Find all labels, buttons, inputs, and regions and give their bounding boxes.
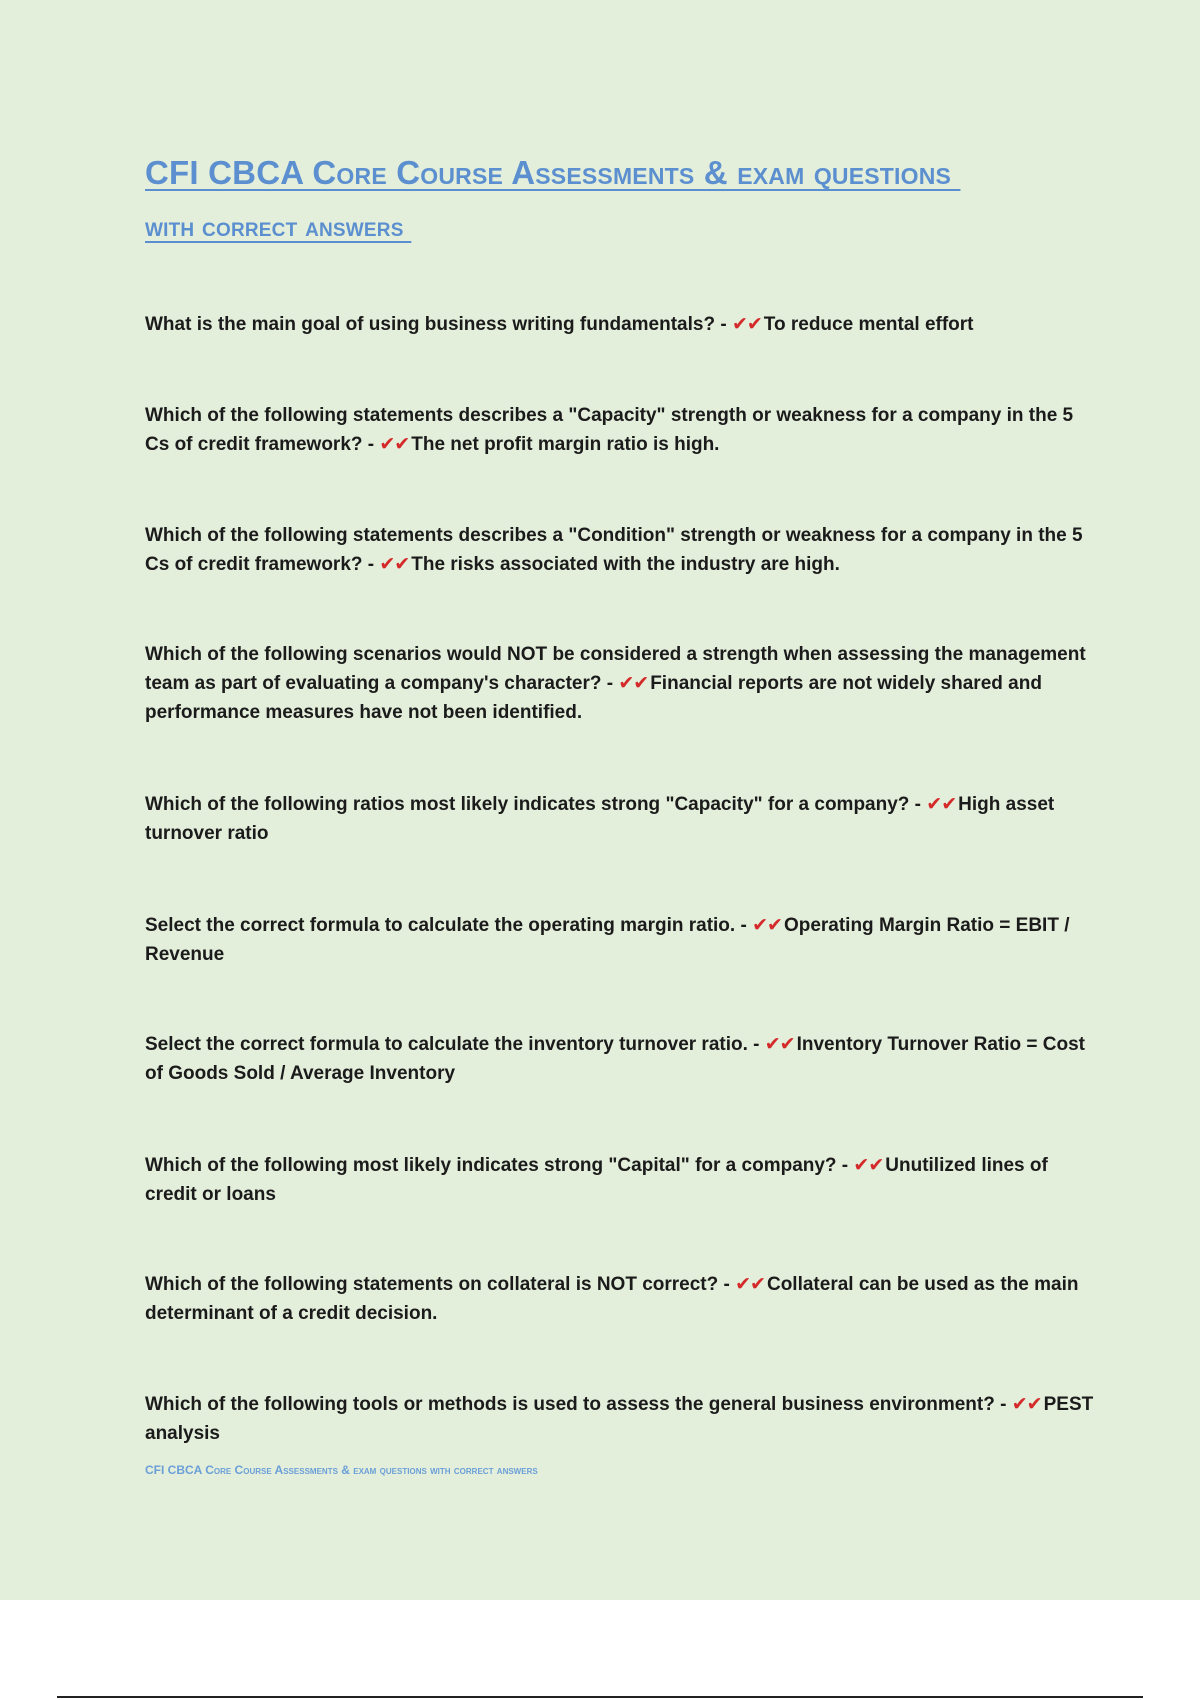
answer-text: Unutilized lines of credit or loans (145, 1155, 1048, 1205)
document-title (145, 146, 1045, 254)
question-text: Select the correct formula to calculate the operating margin ratio. - (145, 915, 753, 936)
answer-text: PEST analysis (145, 1394, 1094, 1444)
question-text: What is the main goal of using business writing fundamentals? - (145, 314, 732, 335)
qa-item (145, 790, 1095, 848)
question-text: Which of the following statements describes a "Condition" strength or weakness for a company in the 5 Cs of credit framework? - (145, 525, 1083, 575)
question-text: Select the correct formula to calculate the inventory turnover ratio. - (145, 1034, 765, 1055)
qa-item (145, 640, 1095, 727)
check-icon: ✔✔ (618, 673, 649, 694)
answer-text: The risks associated with the industry are high. (411, 554, 840, 575)
page-divider (57, 1696, 1143, 1698)
qa-item (145, 1390, 1095, 1448)
answer-text: Inventory Turnover Ratio = Cost of Goods Sold / Average Inventory (145, 1034, 1085, 1084)
question-text: Which of the following statements describes a "Capacity" strength or weakness for a company in the 5 Cs of credit framework? - (145, 405, 1074, 455)
answer-text: Operating Margin Ratio = EBIT / Revenue (145, 915, 1070, 965)
qa-item (145, 1151, 1095, 1209)
check-icon: ✔✔ (735, 1274, 765, 1295)
check-icon: ✔✔ (853, 1155, 884, 1176)
page-footer-note: CFI CBCA Core Course Assessments & exam questions with correct answers (145, 1463, 538, 1477)
question-text: Which of the following ratios most likely indicates strong "Capacity" for a company? - (145, 794, 927, 815)
qa-item (145, 911, 1095, 969)
qa-item (145, 401, 1095, 459)
qa-item (145, 310, 1095, 339)
question-text: Which of the following tools or methods is used to assess the general business environment? - (145, 1394, 1012, 1415)
check-icon: ✔✔ (379, 554, 410, 575)
qa-item (145, 1030, 1095, 1088)
question-text: Which of the following most likely indicates strong "Capital" for a company? - (145, 1155, 854, 1176)
check-icon: ✔✔ (1011, 1394, 1042, 1415)
document-title-line-2: with correct answers (145, 212, 412, 242)
answer-text: To reduce mental effort (763, 314, 974, 335)
check-icon: ✔✔ (379, 434, 410, 455)
qa-item (145, 1270, 1095, 1328)
question-text: Which of the following statements on collateral is NOT correct? - (145, 1274, 736, 1295)
qa-item (145, 521, 1095, 579)
answer-text: Financial reports are not widely shared and performance measures have not been identified. (145, 673, 1042, 723)
answer-text: High asset turnover ratio (145, 794, 1055, 844)
answer-text: Collateral can be used as the main determinant of a credit decision. (145, 1274, 1079, 1324)
answer-text: The net profit margin ratio is high. (411, 434, 720, 455)
check-icon: ✔✔ (764, 1034, 795, 1055)
check-icon: ✔✔ (731, 314, 762, 335)
question-text: Which of the following scenarios would NOT be considered a strength when assessing the management team as part of evaluating a company's character? - (145, 644, 1086, 694)
document-title-line-1: CFI CBCA Core Course Assessments & exam questions (145, 154, 961, 191)
check-icon: ✔✔ (752, 915, 782, 936)
check-icon: ✔✔ (926, 794, 957, 815)
